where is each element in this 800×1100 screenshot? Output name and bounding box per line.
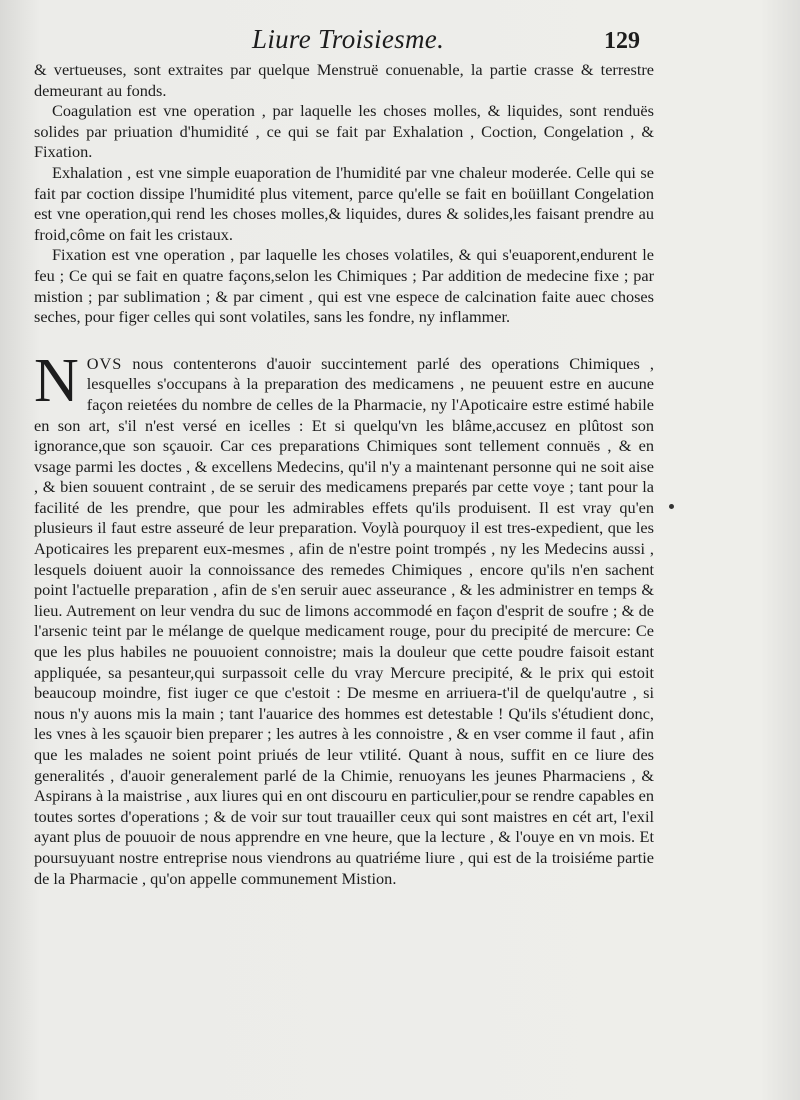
paragraph-coagulation: Coagulation est vne operation , par laquelle les choses molles, & liquides, sont renduës solides par priuation d'humidité , ce qui se fait par Exhalation , Coction, Congelation , & Fixation. [34,101,654,162]
running-head [0,18,800,58]
section-text: nous contenterons d'auoir succintement parlé des operations Chimiques , lesquelles s'occupans à la preparation des medicamens , ne peuuent estre en aucune façon reietées du nombre de celles de la Pharmacie, ny l'Apoticaire estre estimé habile en son art, s'il n'est versé en icelles : Et si quelqu'vn les blâme,accusez en plûtost son ignorance,que son sçauoir. Car ces preparations Chimiques sont tellement connuës , & en vsage parmi les doctes , & excellens Medecins, qu'il n'y a maintenant personne qui ne soit aise , & bien souuent contraint , de se seruir des medicamens preparés par cette voye ; tant pour la facilité de les prendre, que pour les admirables effets qu'ils produisent. Il est vray qu'en plusieurs il faut estre asseuré de leur preparation. Voylà pourquoy il est tres-expedient, que les Apoticaires les preparent eux-mesmes , afin de n'estre point trompés , ny les Medecins aussi , lesquels doiuent auoir la connoissance des remedes Chimiques , encore qu'ils n'en sachent point l'actuelle preparation , afin de s'en seruir auec asseurance , & les administrer en temps & lieu. Autrement on leur vendra du suc de limons accommodé en façon d'esprit de soufre ; & de l'arsenic teint par le mélange de quelque medicament rouge, pour du precipité de mercure: Ce que les plus habiles ne pouuoient connoistre; mais la douleur que cette poudre faisoit estant appliquée, sa pesanteur,qui surpassoit celle du vray Mercure precipité, & le prix qui estoit beaucoup moindre, fist iuger ce que c'estoit : De mesme en arriuera-t'il de quelqu'autre , si nous n'y auons mis la main ; tant l'auarice des hommes est detestable ! Qu'ils s'étudient donc, les vnes à les sçauoir bien preparer ; les autres à les connoistre , & en vser comme il faut , afin que les malades ne soient point priués de leur vtilité. Quant à nous, suffit en ce liure des generalités , d'auoir generalement parlé de la Chimie, renuoyans les jeunes Pharmaciens , & Aspirans à la maistrise , aux liures qui en ont discouru en particulier,pour se rendre capables en toutes sortes d'operations ; & de voir sur tout trauailler ceux qui sont maistres en cét art, l'exil ayant plus de pouuoir de nous apprendre en vne heure, que la lecture , & l'ouye en vn mois. Et poursuyuant nostre entreprise nous viendrons au quatriéme liure , qui est de la troisiéme partie de la Pharmacie , qu'on appelle communement Mistion. [34,353,654,888]
paragraph-chimie-conclusion [34,346,654,889]
running-title: Liure Troisiesme. [252,24,445,54]
margin-ink-dot [669,504,674,509]
section-gap [34,328,654,354]
page-number: 129 [604,28,640,54]
paragraph-exhalation: Exhalation , est vne simple euaporation de l'humidité par vne chaleur moderée. Celle qui se fait par coction dissipe l'humidité plus vitement, parce qu'elle se fait en boüillant Congelation est vne operation,qui rend les choses molles,& liquides, dures & solides,les faisant prendre au froid,côme on fait les cristaux. [34,162,654,244]
small-caps-lead: OVS [86,353,123,373]
body-text [34,60,654,889]
paragraph-continuation: & vertueuses, sont extraites par quelque Menstruë conuenable, la partie crasse & terrestre demeurant au fonds. [34,60,654,100]
drop-cap: N [34,346,79,415]
paragraph-fixation: Fixation est vne operation , par laquelle les choses volatiles, & qui s'euaporent,endurent le feu ; Ce qui se fait en quatre façons,selon les Chimiques ; Par addition de medecine fixe ; par mistion ; par sublimation ; & par ciment , qui est vne espece de calcination faite auec choses seches, pour figer celles qui sont volatiles, sans les fondre, ny inflammer. [34,245,654,327]
